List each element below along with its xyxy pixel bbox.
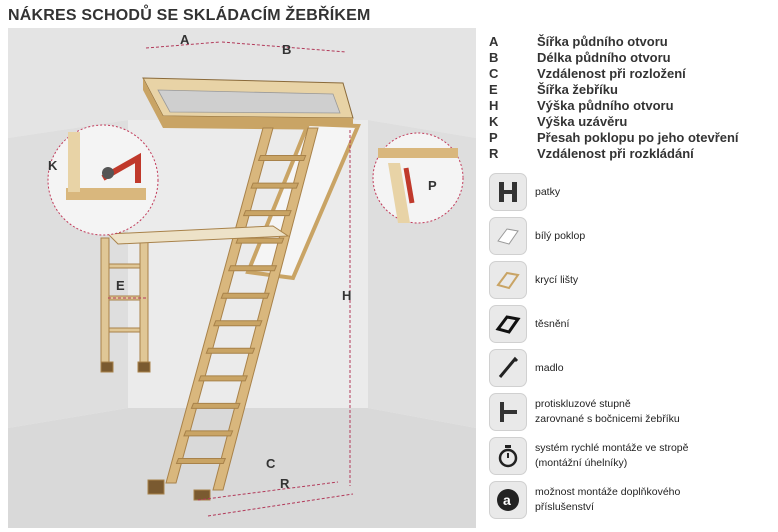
legend-key: R	[489, 146, 499, 161]
label-b: B	[282, 42, 292, 57]
label-k: K	[48, 158, 58, 173]
legend-row	[489, 50, 774, 66]
dimension-legend	[489, 34, 774, 162]
legend-key: E	[489, 82, 498, 97]
feature-label-2: (montážní úhelníky)	[535, 457, 628, 469]
label-c: C	[266, 456, 276, 471]
ladder-rung	[184, 431, 233, 436]
ladder-rung	[236, 238, 284, 243]
ladder-rung	[251, 183, 298, 188]
legend-row	[489, 82, 774, 98]
ladder-rung	[176, 458, 225, 463]
steps-icon	[489, 393, 527, 431]
legend-text: Přesah poklopu po jeho otevření	[537, 130, 739, 145]
legend-row	[489, 66, 774, 82]
ladder-rung	[191, 403, 240, 408]
ladder-rung	[229, 266, 277, 271]
page-title: NÁKRES SCHODŮ SE SKLÁDACÍM ŽEBŘÍKEM	[8, 7, 371, 24]
feature-item	[489, 170, 774, 214]
stair-diagram	[8, 28, 476, 528]
legend-text: Šířka půdního otvoru	[537, 34, 668, 49]
cover-strips-icon	[489, 261, 527, 299]
ladder-rung	[244, 211, 291, 216]
legend-key: K	[489, 114, 499, 129]
feature-label: možnost montáže doplňkového	[535, 486, 681, 498]
svg-text:a: a	[503, 492, 511, 508]
label-r: R	[280, 476, 290, 491]
feature-item	[489, 478, 774, 522]
feature-list	[489, 170, 774, 522]
white-hatch-icon	[489, 217, 527, 255]
feature-label: těsnění	[535, 317, 570, 330]
legend-text: Délka půdního otvoru	[537, 50, 671, 65]
ladder-rung	[206, 348, 254, 353]
legend-row	[489, 130, 774, 146]
ladder-rung	[221, 293, 269, 298]
legend-text: Vzdálenost při rozkládání	[537, 146, 694, 161]
feature-item	[489, 390, 774, 434]
detail-circle-k	[48, 125, 158, 235]
legend-key: P	[489, 130, 498, 145]
feature-label-2: zarovnané s bočnicemi žebříku	[535, 413, 680, 425]
feature-item	[489, 302, 774, 346]
feature-label: protiskluzové stupně	[535, 398, 631, 410]
legend-text: Výška uzávěru	[537, 114, 628, 129]
label-e: E	[116, 278, 125, 293]
ceiling-frame	[143, 78, 353, 130]
feature-label: patky	[535, 185, 561, 198]
label-p: P	[428, 178, 437, 193]
legend-key: A	[489, 34, 499, 49]
ladder-rung	[199, 376, 247, 381]
handrail-icon	[489, 349, 527, 387]
legend-row	[489, 146, 774, 162]
legend-key: H	[489, 98, 499, 113]
feet-icon	[489, 173, 527, 211]
feature-label: krycí lišty	[535, 273, 579, 286]
legend-text: Vzdálenost při rozložení	[537, 66, 686, 81]
stopwatch-icon	[489, 437, 527, 475]
legend-row	[489, 98, 774, 114]
seal-icon	[489, 305, 527, 343]
feature-item	[489, 434, 774, 478]
feature-item	[489, 258, 774, 302]
ladder-rung	[259, 156, 306, 161]
feature-label-2: příslušenství	[535, 501, 594, 513]
legend-text: Výška půdního otvoru	[537, 98, 674, 113]
legend-row	[489, 34, 774, 50]
label-h: H	[342, 288, 352, 303]
detail-circle-p	[373, 133, 463, 223]
legend-row	[489, 114, 774, 130]
feature-label: madlo	[535, 361, 564, 374]
feature-label: systém rychlé montáže ve stropě	[535, 442, 689, 454]
label-a: A	[180, 32, 190, 47]
legend-key: B	[489, 50, 499, 65]
accessories-icon	[489, 481, 527, 519]
feature-item	[489, 346, 774, 390]
feature-item	[489, 214, 774, 258]
legend-text: Šířka žebříku	[537, 82, 618, 97]
ladder-rung	[214, 321, 262, 326]
feature-label: bílý poklop	[535, 229, 586, 242]
legend-key: C	[489, 66, 499, 81]
